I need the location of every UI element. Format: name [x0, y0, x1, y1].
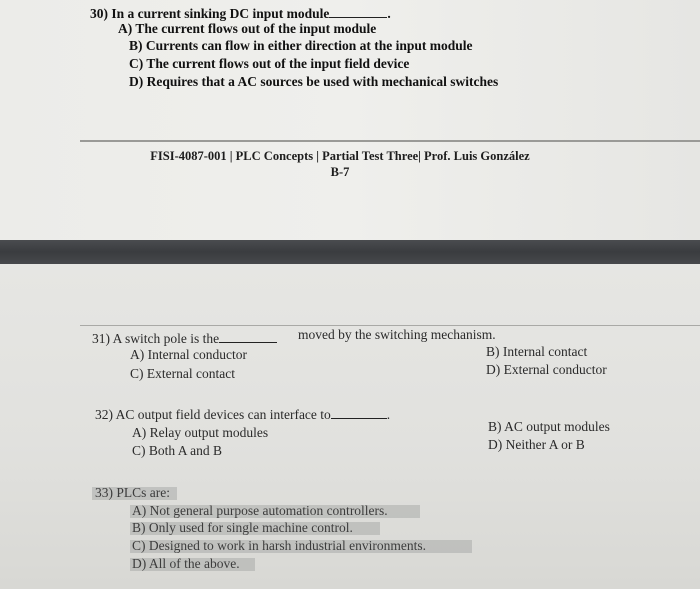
q31-option-a: A) Internal conductor	[130, 347, 247, 362]
q31-option-b: B) Internal contact	[486, 344, 588, 359]
q31-stem-start: 31) A switch pole is the	[92, 331, 220, 346]
q30-stem	[90, 5, 391, 22]
q30-option-b: B) Currents can flow in either direction at the input module	[129, 38, 473, 53]
q33-option-d: D) All of the above.	[132, 556, 240, 571]
q30-option-a: A) The current flows out of the input module	[118, 21, 377, 36]
footer-course: FISI-4087-001 | PLC Concepts | Partial Test Three| Prof. Luis González	[150, 149, 530, 163]
q33-stem: 33) PLCs are:	[95, 485, 170, 500]
q32-stem	[95, 406, 390, 423]
q32-option-c: C) Both A and B	[132, 443, 223, 458]
q31-option-d: D) External conductor	[486, 362, 607, 377]
footer-page-number: B-7	[330, 165, 350, 179]
page-gap-band	[0, 240, 700, 264]
q31-stem-end: moved by the switching mechanism.	[298, 327, 496, 342]
q30-blank	[329, 5, 387, 18]
q30-option-d: D) Requires that a AC sources be used with mechanical switches	[129, 74, 499, 89]
header-rule	[80, 325, 700, 326]
page-footer	[120, 148, 560, 180]
q31-option-c: C) External contact	[130, 366, 235, 381]
q31-blank	[219, 330, 277, 343]
q30-stem-text: 30) In a current sinking DC input module	[90, 6, 330, 21]
q32-stem-text: 32) AC output field devices can interface to	[95, 407, 331, 422]
q32-option-d: D) Neither A or B	[488, 437, 585, 452]
q30-stem-end: .	[387, 6, 391, 21]
footer-rule	[80, 140, 700, 142]
q33-option-b: B) Only used for single machine control.	[132, 520, 353, 535]
q33-option-c: C) Designed to work in harsh industrial environments.	[132, 538, 426, 553]
q32-stem-end: .	[386, 407, 391, 422]
q32-option-a: A) Relay output modules	[132, 425, 269, 440]
q30-option-c: C) The current flows out of the input field device	[129, 56, 410, 71]
q31-stem	[92, 330, 277, 347]
q32-blank	[331, 406, 387, 419]
q33-option-a: A) Not general purpose automation controllers.	[132, 503, 388, 518]
q32-option-b: B) AC output modules	[488, 419, 610, 434]
